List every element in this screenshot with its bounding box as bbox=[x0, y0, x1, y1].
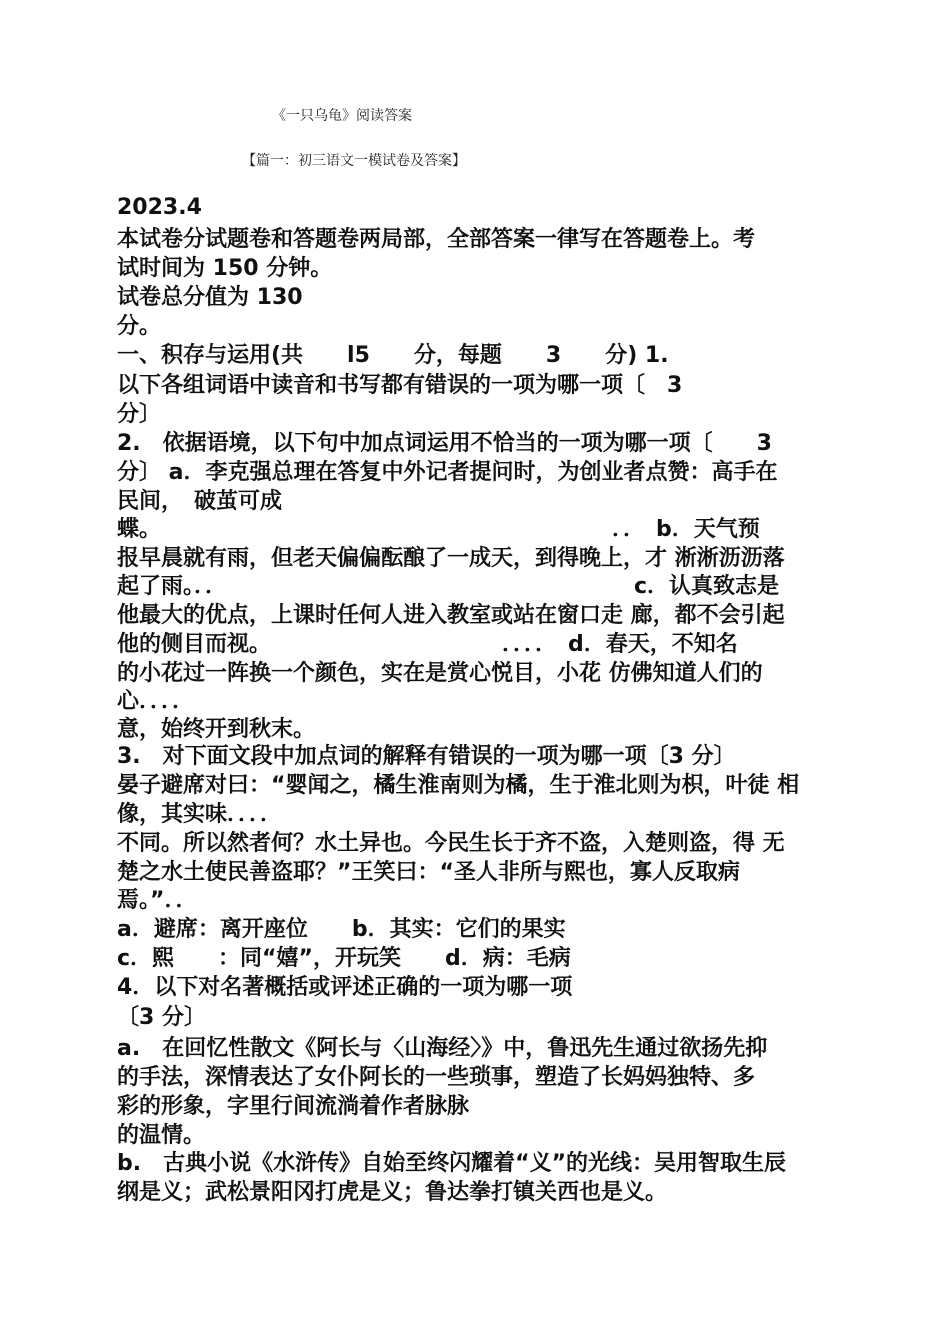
exam-date: 2023.4 bbox=[117, 195, 202, 220]
section-title: 【篇一：初三语文一模试卷及答案】 bbox=[242, 153, 466, 169]
option-a-line: 的手法，深情表达了女仆阿长的一些琐事，塑造了长妈妈独特、多 bbox=[117, 1065, 756, 1090]
text-line: 他最大的优点，上课时任何人进入教室或站在窗口走 廊，都不会引起 bbox=[117, 603, 785, 628]
option-line: c．熙 ：同“嬉”，开玩笑 d．病：毛病 bbox=[117, 946, 571, 971]
text-line: 的小花过一阵换一个颜色，实在是赏心悦目，小花 仿佛知道人们的 bbox=[117, 661, 763, 686]
option-b-line: 纲是义；武松景阳冈打虎是义；鲁达拳打镇关西也是义。 bbox=[117, 1180, 668, 1205]
text-line: 本试卷分试题卷和答题卷两局部，全部答案一律写在答题卷上。考 bbox=[117, 227, 756, 252]
passage-line: 不同。所以然者何？水土异也。今民生长于齐不盗，入楚则盗，得 无 bbox=[117, 831, 785, 856]
option-line: a．避席：离开座位 b．其实：它们的果实 bbox=[117, 917, 566, 942]
text-line: 〔3 分〕 bbox=[117, 1005, 206, 1030]
text-line: 起了雨。．． c．认真致志是 bbox=[117, 574, 780, 599]
text-line: 民间， 破茧可成 bbox=[117, 489, 283, 514]
option-a-line: a. 在回忆性散文《阿长与〈山海经〉》中，鲁迅先生通过欲扬先抑 bbox=[117, 1036, 768, 1061]
text-line: 试卷总分值为 130 bbox=[117, 285, 303, 310]
text-line: 分。 bbox=[117, 314, 162, 339]
text-line: 意，始终开到秋末。 bbox=[117, 717, 316, 742]
text-line: 分〕 a．李克强总理在答复中外记者提问时，为创业者点赞：高手在 bbox=[117, 460, 778, 485]
text-line: 他的侧目而视。 ．．．． d．春天，不知名 bbox=[117, 632, 738, 657]
passage-line: 楚之水土使民善盗耶？”王笑曰：“圣人非所与熙也，寡人反取病 bbox=[117, 860, 740, 885]
text-line: 蝶。 ．． b．天气预 bbox=[117, 517, 760, 542]
text-line: 试时间为 150 分钟。 bbox=[117, 256, 333, 281]
option-a-line: 彩的形象，字里行间流淌着作者脉脉 bbox=[117, 1094, 470, 1119]
text-line: 报早晨就有雨，但老天偏偏酝酿了一成天，到得晚上，才 淅淅沥沥落 bbox=[117, 546, 785, 571]
option-a-line: 的温情。 bbox=[117, 1123, 206, 1148]
text-line: 心．．．． bbox=[117, 689, 195, 714]
option-b-line: b. 古典小说《水浒传》自始至终闪耀着“义”的光线：吴用智取生辰 bbox=[117, 1151, 787, 1176]
question-4: 4．以下对名著概括或评述正确的一项为哪一项 bbox=[117, 975, 573, 1000]
passage-line: 晏子避席对曰：“婴闻之，橘生淮南则为橘，生于淮北则为枳，叶徒 相 bbox=[117, 773, 800, 798]
passage-line: 像，其实味．．．． bbox=[117, 802, 283, 827]
question-1: 以下各组词语中读音和书写都有错误的一项为哪一项〔 3 bbox=[117, 373, 683, 398]
document-title: 《一只乌龟》阅读答案 bbox=[272, 108, 412, 124]
text-line: 分〕 bbox=[117, 402, 162, 427]
section-heading: 一、积存与运用(共 l5 分，每题 3 分) 1. bbox=[117, 343, 669, 368]
passage-line: 焉。”．． bbox=[117, 888, 198, 913]
question-2: 2. 依据语境，以下句中加点词运用不恰当的一项为哪一项〔 3 bbox=[117, 431, 772, 456]
question-3: 3. 对下面文段中加点词的解释有错误的一项为哪一项〔3 分〕 bbox=[117, 744, 736, 769]
